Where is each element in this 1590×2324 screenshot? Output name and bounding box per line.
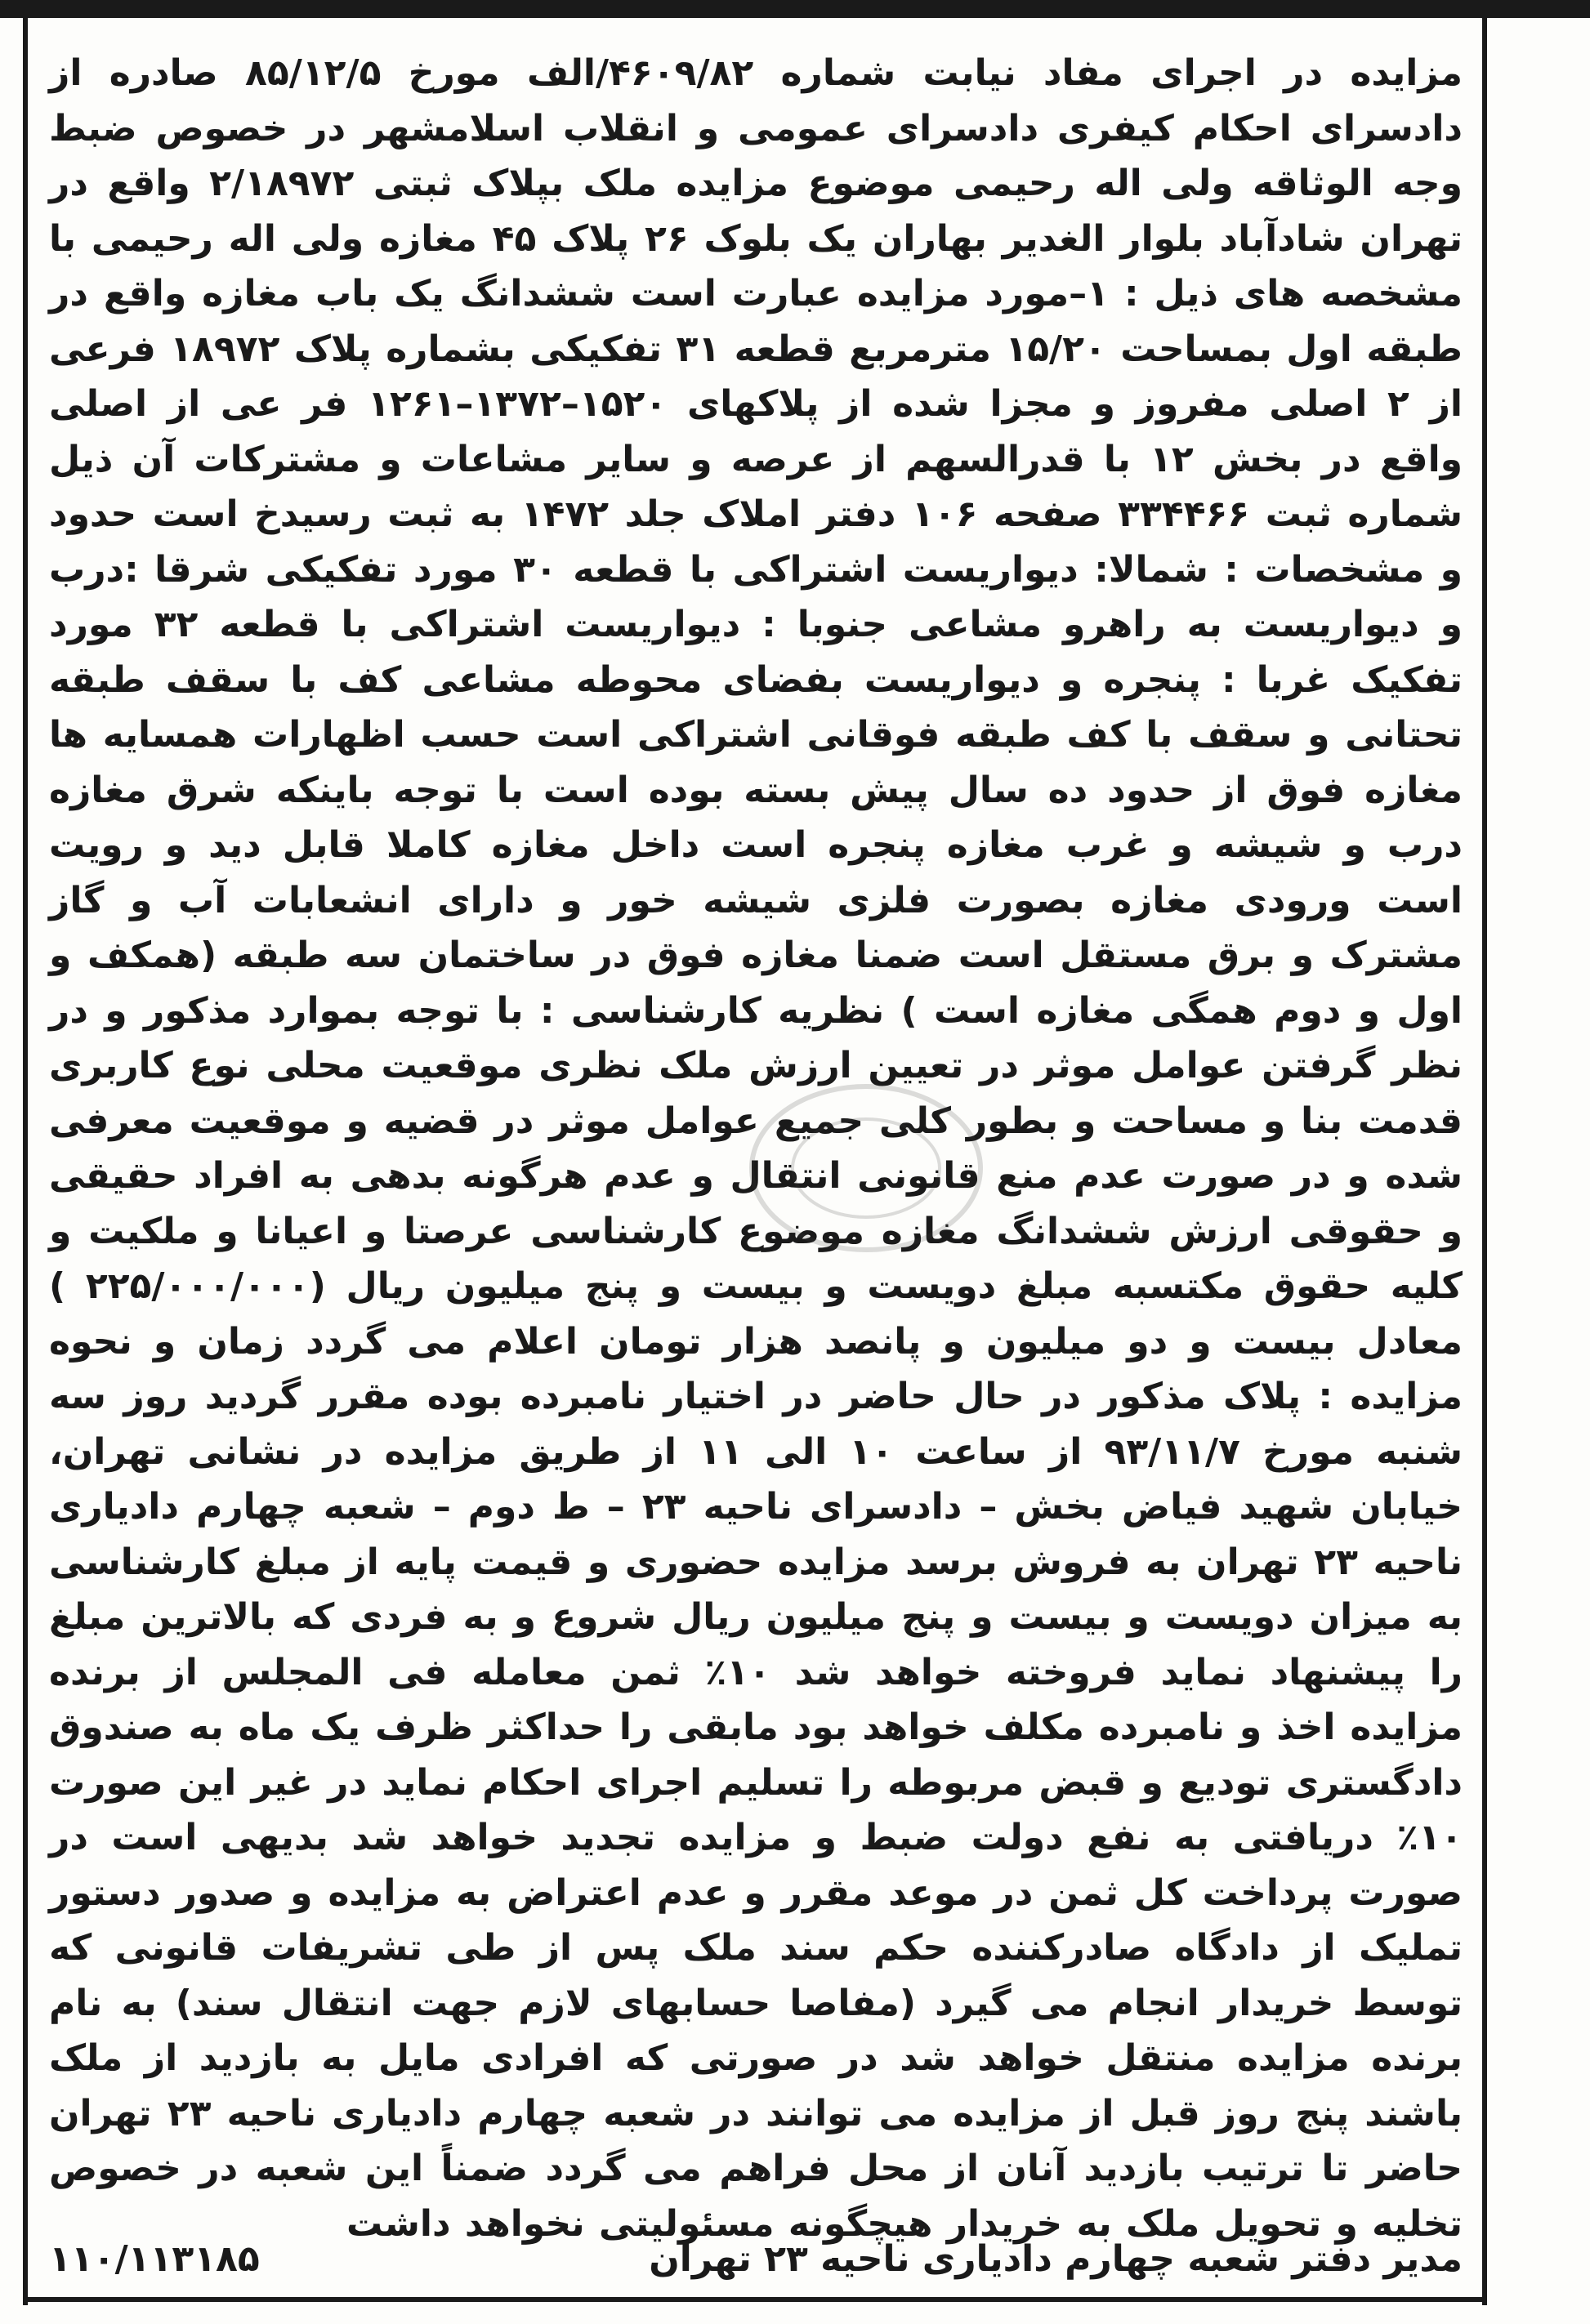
notice-footer: [49, 2230, 1463, 2287]
notice-code: ۱۱۰/۱۱۳۱۸۵: [49, 2237, 260, 2280]
notice-body: [49, 46, 1463, 2251]
signature-line: مدیر دفتر شعبه چهارم دادیاری ناحیه ۲۳ تهران: [649, 2237, 1463, 2280]
top-border: [0, 0, 1590, 18]
bottom-border: [23, 2297, 1487, 2302]
notice-paragraph: مزایده در اجرای مفاد نیابت شماره ۴۶۰۹/۸۲/الف مورخ ۸۵/۱۲/۵ صادره از دادسرای احکام کیفری دادسرای عمومی و انقلاب اسلامشهر در خصوص ضبط وجه الوثاقه ولی اله رحیمی موضوع مزایده ملک بپلاک ثبتی ۲/۱۸۹۷۲ واقع در تهران شادآباد بلوار الغدیر بهاران یک بلوک ۲۶ پلاک ۴۵ مغازه ولی اله رحیمی با مشخصه های ذیل : ۱–مورد مزایده عبارت است ششدانگ یک باب مغازه واقع در طبقه اول بمساحت ۱۵/۲۰ مترمربع قطعه ۳۱ تفکیکی بشماره پلاک ۱۸۹۷۲ فرعی از ۲ اصلی مفروز و مجزا شده از پلاکهای ۱۵۲۰–۱۳۷۲–۱۲۶۱ فر عی از اصلی واقع در بخش ۱۲ با قدرالسهم از عرصه و سایر مشاعات و مشترکات آن ذیل شماره ثبت ۳۳۴۴۶۶ صفحه ۱۰۶ دفتر املاک جلد ۱۴۷۲ به ثبت رسیدخ است حدود و مشخصات : شمالا: دیواریست اشتراکی با قطعه ۳۰ مورد تفکیکی شرقا :درب و دیواریست به راهرو مشاعی جنوبا : دیواریست اشتراکی با قطعه ۳۲ مورد تفکیک غربا : پنجره و دیواریست بفضای محوطه مشاعی کف با سقف طبقه تحتانی و سقف با کف طبقه فوقانی اشتراکی است حسب اظهارات همسایه ها مغازه فوق از حدود ده سال پیش بسته بوده است با توجه باینکه شرق مغازه درب و شیشه و غرب مغازه پنجره است داخل مغازه کاملا قابل دید و رویت است ورودی مغازه بصورت فلزی شیشه خور و دارای انشعابات آب و گاز مشترک و برق مستقل است ضمنا مغازه فوق در ساختمان سه طبقه (همکف و اول و دوم همگی مغازه است ) نظریه کارشناسی : با توجه بموارد مذکور و در نظر گرفتن عوامل موثر در تعیین ارزش ملک نظری موقعیت محلی نوع کاربری قدمت بنا و مساحت و بطور کلی جمیع عوامل موثر در قضیه و موقعیت معرفی شده و در صورت عدم منع قانونی انتقال و عدم هرگونه بدهی به افراد حقیقی و حقوقی ارزش ششدانگ مغازه موضوع کارشناسی عرصتا و اعیانا و ملکیت و کلیه حقوق مکتسبه مبلغ دویست و بیست و پنج میلیون ریال (۲۲۵/۰۰۰/۰۰۰ ) معادل بیست و دو میلیون و پانصد هزار تومان اعلام می گردد زمان و نحوه مزایده : پلاک مذکور در حال حاضر در اختیار نامبرده بوده مقرر گردید روز سه شنبه مورخ ۹۳/۱۱/۷ از ساعت ۱۰ الی ۱۱ از طریق مزایده در نشانی تهران، خیابان شهید فیاض بخش – دادسرای ناحیه ۲۳ – ط دوم – شعبه چهارم دادیاری ناحیه ۲۳ تهران به فروش برسد مزایده حضوری و قیمت پایه از مبلغ کارشناسی به میزان دویست و بیست و پنج میلیون ریال شروع و به فردی که بالاترین مبلغ را پیشنهاد نماید فروخته خواهد شد ۱۰٪ ثمن معامله فی المجلس از برنده مزایده اخذ و نامبرده مکلف خواهد بود مابقی را حداکثر ظرف یک ماه به صندوق دادگستری تودیع و قبض مربوطه را تسلیم اجرای احکام نماید در غیر این صورت ۱۰٪ دریافتی به نفع دولت ضبط و مزایده تجدید خواهد شد بدیهی است در صورت پرداخت کل ثمن در موعد مقرر و عدم اعتراض به مزایده و صدور دستور تملیک از دادگاه صادرکننده حکم سند ملک پس از طی تشریفات قانونی که توسط خریدار انجام می گیرد (مفاصا حسابهای لازم جهت انتقال سند) به نام برنده مزایده منتقل خواهد شد در صورتی که افرادی مایل به بازدید از ملک باشند پنج روز قبل از مزایده می توانند در شعبه چهارم دادیاری ناحیه ۲۳ تهران حاضر تا ترتیب بازدید آنان از محل فراهم می گردد ضمناً این شعبه در خصوص تخلیه و تحویل ملک به خریدار هیچگونه مسئولیتی نخواهد داشت: [49, 52, 1463, 2245]
